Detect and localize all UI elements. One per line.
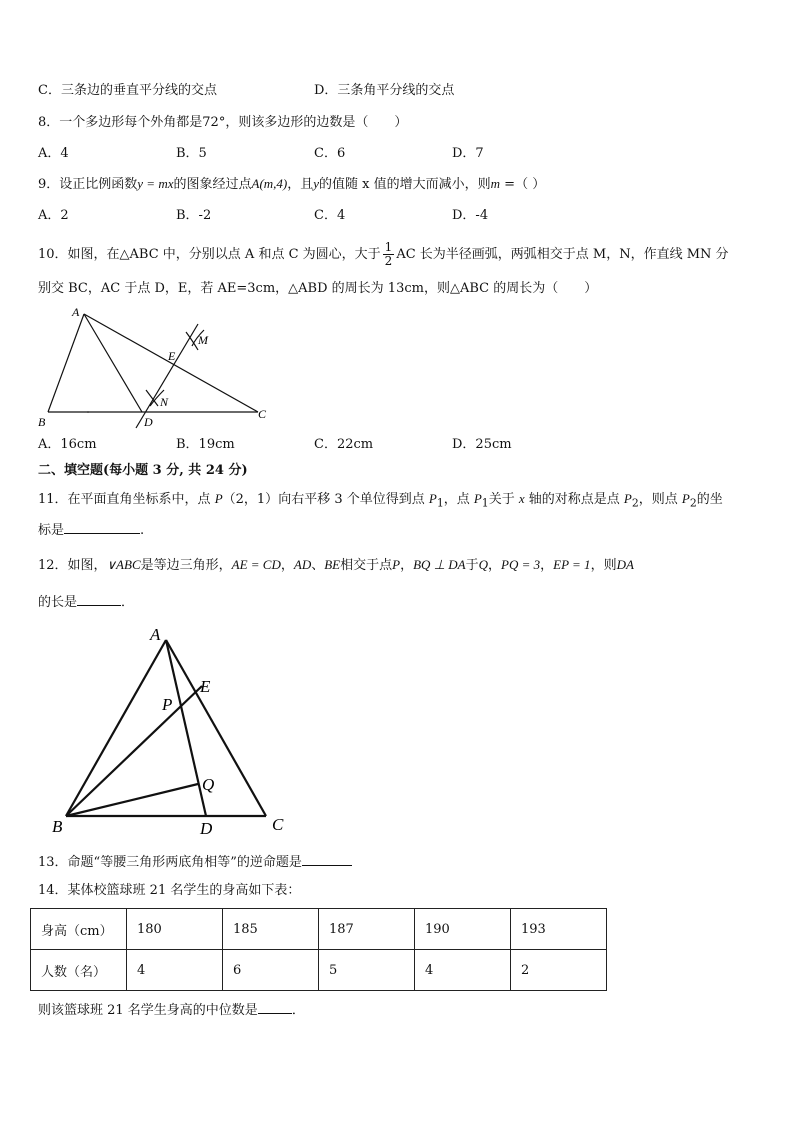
q12-label-a: A [150,625,161,644]
table-cell: 187 [319,909,415,950]
q10-side-ab [48,314,84,412]
q12-side-ac [166,640,266,816]
table-cell: 4 [415,950,511,991]
q10-option-c: C．22cm [314,437,374,452]
q8-stem: 8．一个多边形每个外角都是72°，则该多边形的边数是（ ） [38,115,408,130]
q10-label-c: C [258,407,267,421]
q12-answer-blank[interactable] [77,592,121,606]
q12-segment-bq [66,784,198,816]
q13-answer-blank[interactable] [302,852,352,866]
q10-label-e: E [168,349,176,363]
table-cell: 2 [511,950,607,991]
q8-option-a: A．4 [38,146,69,161]
q10-label-m: M [198,333,208,347]
table-cell: 6 [223,950,319,991]
q12-label-q: Q [202,775,215,794]
q12-label-e: E [200,677,211,696]
section-title: 二、填空题(每小题 3 分, 共 24 分) [38,463,248,478]
q9-option-c: C．4 [314,208,346,223]
table-row [31,909,607,950]
q10-figure [36,302,276,432]
q12-label-p: P [162,695,173,714]
q14-tail: 则该篮球班 21 名学生身高的中位数是 ． [38,1000,305,1020]
q9-stem: 9．设正比例函数y = mx的图象经过点A(m,4)，且y的值随 x 值的增大而减小，则m =（ ） [38,176,546,192]
q9-point: A(m,4) [251,176,288,191]
q7-option-c: C．三条边的垂直平分线的交点 [38,83,217,98]
q9-option-a: A．2 [38,208,69,223]
table-row [31,950,607,991]
q12-label-c: C [272,815,284,834]
q8-option-c: C．6 [314,146,346,161]
q11-answer-blank[interactable] [64,520,140,534]
q8-option-d: D．7 [452,146,484,161]
table-row-header: 人数（名） [31,950,127,991]
q10-label-n: N [160,395,169,409]
q9-function: y = mx [137,176,174,191]
table-cell: 185 [223,909,319,950]
q12-side-ab [66,640,166,816]
q10-label-a: A [72,305,80,319]
q7-option-d: D．三条角平分线的交点 [314,83,455,98]
q10-label-d: D [144,415,153,429]
table-cell: 180 [127,909,223,950]
q9-option-b: B．-2 [176,208,212,223]
q10-fraction: $\frac{1}{2}$ [384,240,393,268]
table-cell: 193 [511,909,607,950]
q9-option-d: D．-4 [452,208,489,223]
q12-stem-line2: 的长是 ． [38,592,134,612]
q11-stem-line2: 标是 . [38,520,144,540]
q8-angle: 72° [202,115,226,130]
q14-stem: 14．某体校篮球班 21 名学生的身高如下表： [38,883,301,898]
q12-label-b: B [52,817,63,836]
q10-label-b: B [38,415,46,429]
q10-tick-dot [87,411,89,413]
q12-segment-be [66,686,202,816]
q14-answer-blank[interactable] [258,1000,292,1014]
q14-height-table [30,908,607,991]
q12-stem-line1: 12．如图，∨ABC是等边三角形，AE = CD，AD、BE相交于点P，BQ ⊥ DA于Q，PQ = 3，EP = 1，则DA [38,557,634,573]
table-cell: 4 [127,950,223,991]
q10-option-b: B．19cm [176,437,235,452]
q10-stem-line1: 10．如图，在△ABC 中，分别以点 A 和点 C 为圆心，大于 $\frac{1}{2}$ AC 长为半径画弧，两弧相交于点 M，N，作直线 MN 分 [38,240,729,268]
q11-stem-line1: 11．在平面直角坐标系中，点 P（2，1）向右平移 3 个单位得到点 $P_1$，点 $P_1$关于 x 轴的对称点是点 $P_2$，则点 $P_2$的坐 [38,491,723,510]
q10-option-d: D．25cm [452,437,512,452]
q12-label-d: D [200,819,213,838]
q10-segment-ad [84,314,142,412]
table-cell: 190 [415,909,511,950]
q13-stem: 13．命题“等腰三角形两底角相等”的逆命题是 [38,852,352,872]
q10-side-ac [84,314,258,412]
table-cell: 5 [319,950,415,991]
table-row-header: 身高（cm） [31,909,127,950]
q8-option-b: B．5 [176,146,207,161]
q12-figure [50,622,300,842]
q10-stem-line2: 别交 BC，AC 于点 D，E，若 AE=3cm，△ABD 的周长为 13cm，则△ABC 的周长为（ ） [38,281,598,296]
q10-option-a: A．16cm [38,437,97,452]
